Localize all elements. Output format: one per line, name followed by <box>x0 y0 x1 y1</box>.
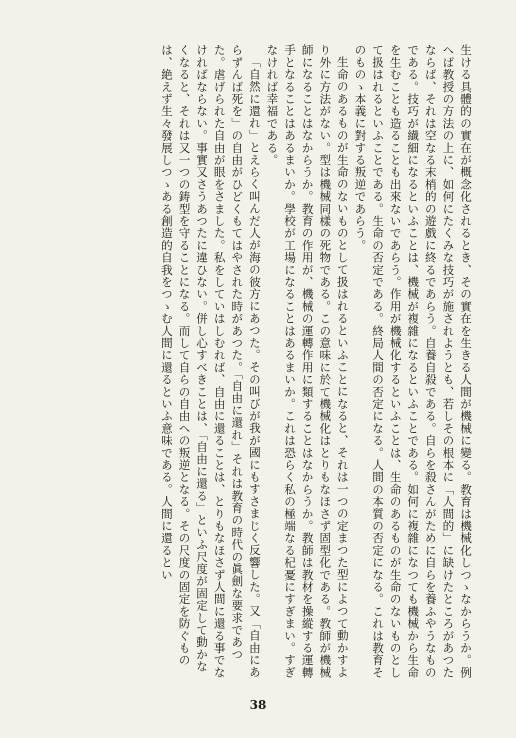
page-number: 38 <box>249 698 267 712</box>
paragraph: 「自然に還れ」とえらく叫んだ人が海の彼方にあつた。その叫びが我が國にもすさまじく反響した。又「自由にあらずんば死を」の自由がひどくもてはやされた時があつた。「自由に還れ」それは教育の時代の眞劍な要求であつた。虐げられた自由が眼をさました。私をしていはしむれば、自由に還ることは、とりもなほさず人間に還る事でなければならない。事實又さうあつたに違ひない。併し心すべきことは、「自由に還る」といふ尺度が固定して動かなくなると、それは又一つの鋳型を守ることになる。而して自らの自由への叛逆となる。その尺度の固定を防ぐものは、絶えず生々發展しつゝある創造的自我をつゝむ人間に還るといふ意味である。人間に還るとい <box>159 44 262 679</box>
paragraph: 生ける具體的の實在が概念化されるとき、その實在を生きる人間が機械に變る。教育は機械化しつゝなからうか。例へば教授の方法の上に、如何にたくみな技巧が施されようとも、若しその根本に「人間的」に缺けたところがあつたならば、それは空なる末梢的の遊戲に終るであらう。自養自殺である。自らを殺さんがために自らを養ふやうなものである。技巧が纎細になるといふことは、機械が複雜になるといふことである。如何に複雜になつても機械から生命を生むことも造ることも出來ないであらう。作用が機械化するといふことは、生命のあるものが生命のないものとして扱はれるといふことである。生命の否定である。終局人間の否定になる。人間の本質の否定になる。これは教育そのものゝ本義に對する叛逆であらう。 <box>353 44 473 679</box>
paragraph: 生命のあるものが生命のないものとして扱はれるといふことになると、それは一つの定まつた型によつて動かすより外に方法がない。型は機械同樣の死物である。この意味に於て機械化はとりもなほさず固型化である。教師が機械師になることはなからうか。教育の作用が、機械の運轉作用に類することはなからうか。教師は教材を操縱する運轉手となることはあるまいか。學校が工場になることはあるまいか。これは恐らく私の極端なる杞憂にすぎまい。すぎなければ幸福である。 <box>265 44 350 679</box>
page-body <box>46 44 474 682</box>
